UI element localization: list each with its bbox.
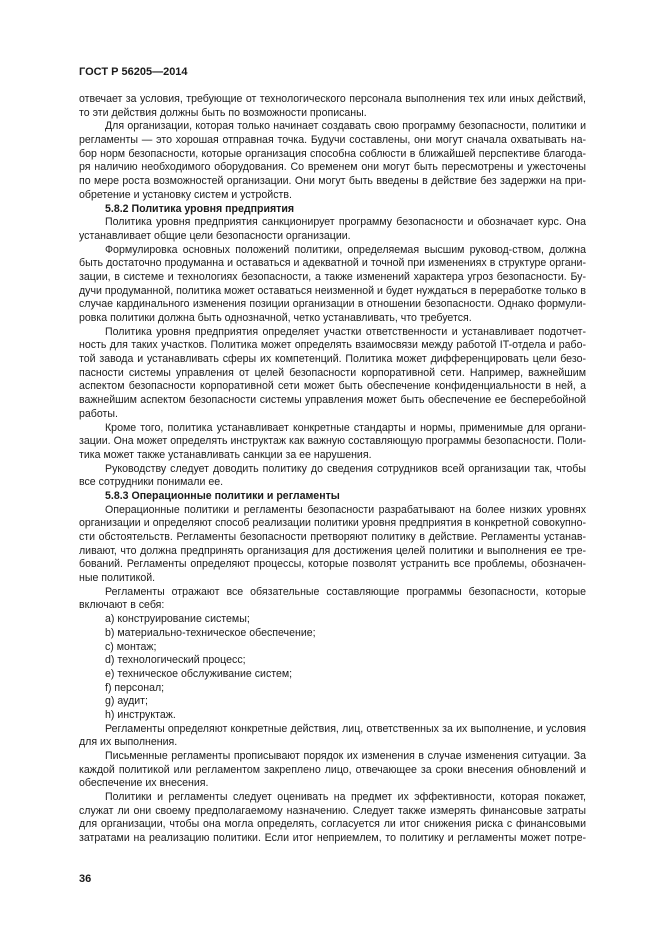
text-line: все сотрудники понимали ее. [79, 476, 224, 489]
list-item [79, 654, 586, 668]
text-line: важнейшим аспектом безопасности системы управления может быть обеспечение ее бесперебойной [79, 394, 586, 407]
text-line: организации и определяют способ реализации политики уровня предприятия в конкретной совокупно- [79, 517, 586, 530]
text-line: Политика уровня предприятия санкционирует программу безопасности и обозначает курс. Она [105, 216, 586, 229]
text-line: ря наличию необходимого оборудования. Со временем они могут быть пересмотрены и ужесточены [79, 161, 586, 174]
text-line: обретение и установку систем и устройств. [79, 188, 292, 201]
text-line: работы. [79, 407, 118, 420]
text-line: быть достаточно продуманна и оставаться и адекватной и точной при изменениях в структуре органи- [79, 257, 586, 270]
paragraph [79, 504, 586, 586]
text-line: регламенты — это хорошая отправная точка. Будучи составлены, они могут сначала охватывать на- [79, 134, 586, 147]
text-line: ность для таких участков. Политика может определять взаимосвязи между работой IT-отдела и рабо- [79, 339, 586, 352]
paragraph [79, 586, 586, 613]
text-line: a) конструирование системы; [105, 613, 250, 626]
text-line: для их выполнения. [79, 736, 178, 749]
text-line: Письменные регламенты прописывают порядок их изменения в случае изменения ситуации. За [105, 750, 586, 762]
paragraph [79, 326, 586, 422]
document-body [79, 93, 586, 846]
paragraph [79, 723, 586, 750]
paragraph [79, 750, 586, 791]
text-line: сти обстоятельств. Регламенты безопасности претворяют политику в действие. Регламенты устанав- [79, 531, 586, 543]
text-line: служат ли они своему предполагаемому назначению. Следует также измерять финансовые затраты [79, 804, 586, 817]
list-item [79, 709, 586, 723]
text-line: d) технологический процесс; [105, 654, 246, 667]
text-line: 5.8.3 Операционные политики и регламенты [105, 489, 340, 502]
text-line: то эти действия должны быть по возможности прописаны. [79, 106, 367, 119]
text-line: включают в себя: [79, 599, 165, 612]
text-line: Политика уровня предприятия определяет участки ответственности и устанавливает подотчет- [105, 325, 586, 338]
paragraph [79, 120, 586, 202]
document-header: ГОСТ Р 56205—2014 [79, 66, 188, 78]
paragraph [79, 216, 586, 243]
text-line: той завода и устанавливать сферы их компетенций. Политика может дифференцировать цели безо- [79, 353, 586, 366]
text-line: Политики и регламенты следует оценивать на предмет их эффективности, которая покажет, [105, 791, 586, 804]
text-line: по мере роста возможностей организации. Они могут быть введены в действие без задержки на при- [79, 175, 586, 188]
list-item [79, 682, 586, 696]
text-line: Регламенты определяют конкретные действия, лиц, ответственных за их выполнение, и условия [105, 722, 586, 735]
text-line: для организации, чтобы она могла определять, согласуется ли итог снижения риска с финансовыми [79, 818, 586, 831]
text-line: зации, в системе и технологиях безопасности, а также изменений характера угроз безопасности. Бу- [79, 270, 586, 283]
text-line: ливают, что должна предпринять организация для достижения целей политики и выполнения ее тре- [79, 544, 586, 557]
text-line: ровка политики должна быть однозначной, четко устанавливать, что требуется. [79, 312, 472, 324]
text-line: h) инструктаж. [105, 708, 176, 721]
section-heading [79, 203, 586, 217]
text-line: f) персонал; [105, 681, 165, 694]
text-line: ные политикой. [79, 572, 156, 585]
list-item [79, 668, 586, 682]
text-line: 5.8.2 Политика уровня предприятия [105, 202, 295, 215]
text-line: b) материально-техническое обеспечение; [105, 626, 316, 639]
paragraph [79, 422, 586, 463]
text-line: пасности системы управления от целей безопасности корпоративной сети. Например, важнейшим [79, 366, 586, 379]
text-line: c) монтаж; [105, 640, 157, 653]
text-line: Формулировка основных положений политики, определяемая высшим руковод-ством, должна [105, 243, 586, 256]
list-item [79, 613, 586, 627]
text-line: затратами на реализацию политики. Если итог неприемлем, то политику и регламенты может потре- [79, 832, 586, 845]
page-number: 36 [79, 873, 92, 885]
text-line: тика может также устанавливать санкции за ее нарушения. [79, 448, 372, 461]
text-line: обеспечение их внесения. [79, 777, 209, 790]
text-line: отвечает за условия, требующие от технологического персонала выполнения тех или иных действий, [79, 93, 586, 105]
paragraph [79, 463, 586, 490]
text-line: Руководству следует доводить политику до сведения сотрудников всей организации так, чтобы [105, 462, 586, 475]
text-line: бований. Регламенты определяют процессы, которые позволят устранить все проблемы, обозначен- [79, 558, 586, 571]
text-line: g) аудит; [105, 695, 148, 708]
text-line: Кроме того, политика устанавливает конкретные стандарты и нормы, применимые для органи- [105, 421, 586, 434]
text-line: каждой политикой или регламентом закреплено лицо, отвечающее за сроки внесения обновлений и [79, 763, 586, 776]
paragraph [79, 791, 586, 846]
text-line: Операционные политики и регламенты безопасности разрабатывают на более низких уровнях [105, 503, 586, 516]
text-line: Для организации, которая только начинает создавать свою программу безопасности, политики и [105, 120, 586, 133]
text-line: бор норм безопасности, которые организация способна соблюсти в ближайшей перспективе благода- [79, 147, 586, 160]
list-item [79, 695, 586, 709]
text-line: устанавливает общие цели безопасности организации. [79, 229, 351, 242]
paragraph [79, 244, 586, 326]
text-line: e) техническое обслуживание систем; [105, 667, 293, 680]
text-line: зации. Она может определять инструктаж как важную составляющую программы безопасности. Поли- [79, 435, 586, 448]
paragraph [79, 93, 586, 120]
text-line: аспектом безопасности корпоративной сети может быть обеспечение конфиденциальности в ней, а [79, 380, 586, 393]
section-heading [79, 490, 586, 504]
text-line: случае кардинального изменения позиции организации в отношении безопасности. Однако формули- [79, 298, 586, 311]
text-line: Регламенты отражают все обязательные составляющие программы безопасности, которые [105, 585, 586, 598]
text-line: дучи продуманной, политика может оставаться неизменной и будет нуждаться в переработке только в [79, 284, 586, 297]
list-item [79, 627, 586, 641]
list-item [79, 641, 586, 655]
